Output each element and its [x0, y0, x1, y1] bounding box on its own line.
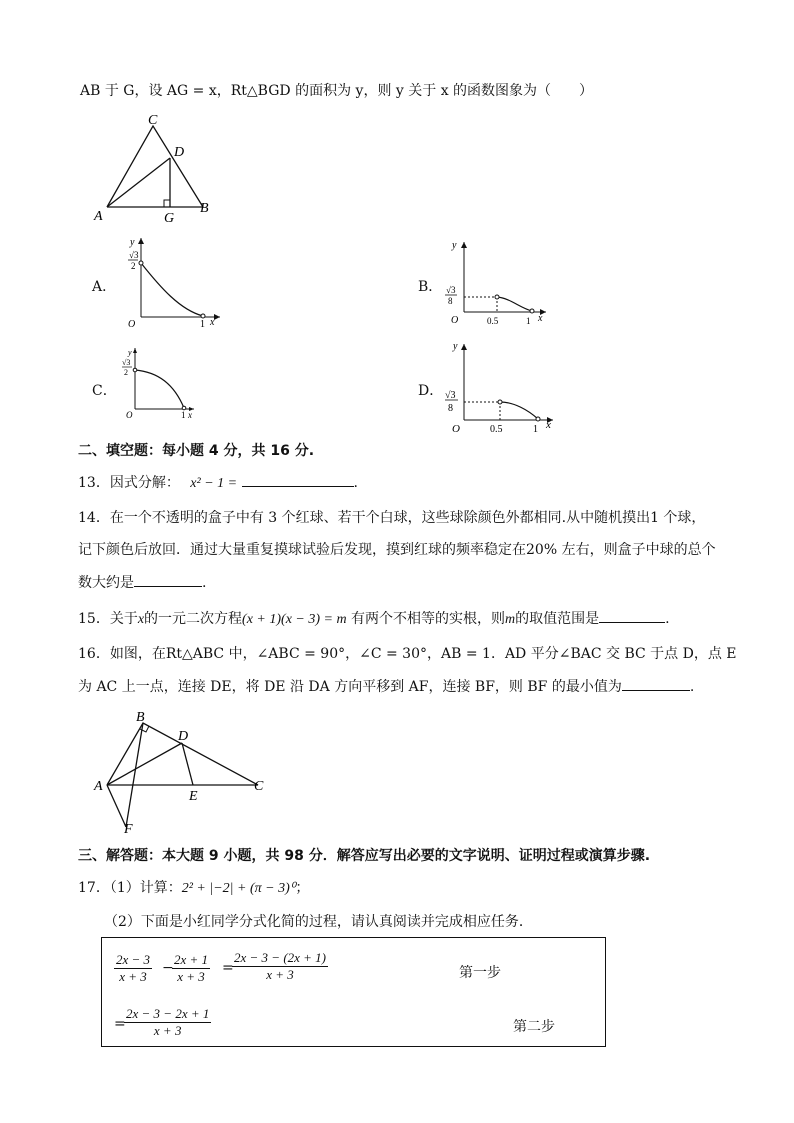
- label-g: G: [164, 211, 175, 225]
- section-3-heading: 三、解答题：本大题 9 小题，共 98 分．解答应写出必要的文字说明、证明过程或演算步骤.: [78, 848, 651, 864]
- label-c: C: [148, 113, 158, 128]
- svg-text:O: O: [451, 315, 459, 326]
- svg-text:√3: √3: [122, 358, 131, 367]
- q14-line2: 记下颜色后放回．通过大量重复摸球试验后发现，摸到红球的频率稳定在20% 左右，则盒子中球的总个: [78, 542, 716, 558]
- option-a-graph: [120, 232, 230, 332]
- option-b-label: B．: [418, 279, 443, 295]
- q16-answer-blank: [622, 676, 690, 691]
- svg-text:B: B: [136, 710, 145, 725]
- svg-text:x: x: [538, 313, 543, 324]
- fraction-1: $\frac{2x - 3}{x + 3}$: [116, 952, 151, 984]
- q14-line3: 数大约是 .: [78, 572, 206, 593]
- option-d-graph: [440, 336, 565, 436]
- svg-text:O: O: [452, 423, 460, 435]
- svg-text:D: D: [178, 729, 189, 744]
- fraction-2: $\frac{2x + 1}{x + 3}$: [174, 952, 209, 984]
- label-b: B: [200, 201, 209, 216]
- svg-text:√3: √3: [445, 390, 456, 401]
- svg-text:0.5: 0.5: [490, 424, 503, 435]
- svg-text:0.5: 0.5: [487, 316, 499, 326]
- fraction-3: $\frac{2x - 3 - (2x + 1)}{x + 3}$: [234, 950, 327, 982]
- q14-answer-blank: [134, 572, 202, 587]
- svg-text:1: 1: [526, 316, 531, 326]
- svg-text:2: 2: [131, 261, 136, 271]
- section-2-heading: 二、填空题：每小题 4 分，共 16 分.: [78, 443, 315, 459]
- svg-text:y: y: [128, 348, 132, 357]
- triangle-abc: [107, 126, 203, 207]
- svg-text:O: O: [126, 410, 133, 420]
- q17-part1: 17．（1）计算：2² + |−2| + (π − 3)⁰；: [78, 880, 310, 896]
- label-d: D: [174, 145, 185, 160]
- svg-text:x: x: [188, 410, 192, 420]
- svg-text:8: 8: [448, 403, 453, 414]
- q16-figure: [90, 705, 275, 840]
- svg-text:F: F: [124, 822, 133, 837]
- q15: 15．关于x的一元二次方程(x + 1)(x − 3) = m 有两个不相等的实根，则m的取值范围是 .: [78, 608, 670, 630]
- svg-text:x: x: [210, 317, 215, 328]
- segment-ad: [107, 158, 170, 207]
- step-1-label: 第一步: [459, 965, 501, 981]
- step-2-label: 第二步: [513, 1019, 555, 1035]
- q16-line1: 16．如图，在Rt△ABC 中，∠ABC = 90°，∠C = 30°，AB = 1．AD 平分∠BAC 交 BC 于点 D，点 E: [78, 646, 737, 662]
- svg-text:√3: √3: [446, 285, 456, 295]
- svg-text:y: y: [130, 237, 135, 248]
- svg-text:1: 1: [181, 410, 186, 420]
- option-b-graph: [440, 232, 560, 327]
- q17-part2: （2）下面是小红同学分式化简的过程，请认真阅读并完成相应任务．: [104, 914, 533, 930]
- sqrt3-label: √3: [129, 250, 139, 260]
- triangle-figure: [90, 110, 220, 225]
- q14-line1: 14．在一个不透明的盒子中有 3 个红球、若干个白球，这些球除颜色外都相同.从中随机摸出1 个球，: [78, 510, 706, 526]
- q13-answer-blank: [242, 472, 354, 487]
- segment-af: [107, 785, 126, 827]
- svg-text:x: x: [546, 419, 551, 431]
- option-c-graph: [118, 344, 208, 424]
- svg-text:y: y: [453, 341, 458, 352]
- svg-text:1: 1: [200, 319, 205, 330]
- fraction-4: $\frac{2x - 3 - 2x + 1}{x + 3}$: [126, 1006, 210, 1038]
- q16-line2: 为 AC 上一点，连接 DE，将 DE 沿 DA 方向平移到 AF，连接 BF，则 BF 的最小值为 .: [78, 676, 694, 697]
- simplification-box: $\frac{2x - 3}{x + 3}$ − $\frac{2x + 1}{x + 3}$ = $\frac{2x - 3 - (2x + 1)}{x + 3}$ 第一步 = $\frac{2x - 3 - 2x + 1}{x + 3}$ 第二步: [101, 937, 606, 1047]
- svg-text:O: O: [128, 319, 136, 330]
- option-a-label: A．: [92, 279, 117, 295]
- svg-text:E: E: [189, 789, 198, 804]
- q13: 13．因式分解： x² − 1 = .: [78, 472, 358, 494]
- svg-text:A: A: [94, 779, 103, 794]
- segment-ad: [107, 743, 182, 785]
- svg-text:2: 2: [124, 368, 128, 377]
- svg-text:C: C: [254, 779, 264, 794]
- svg-text:1: 1: [533, 424, 538, 435]
- svg-text:8: 8: [448, 296, 453, 306]
- q12-text: AB 于 G，设 AG = x，Rt△BGD 的面积为 y，则 y 关于 x 的函数图象为（ ）: [80, 83, 594, 99]
- option-d-label: D．: [418, 383, 444, 399]
- option-c-label: C．: [92, 383, 117, 399]
- q15-answer-blank: [599, 608, 665, 623]
- label-a: A: [94, 209, 103, 224]
- svg-text:y: y: [452, 240, 457, 251]
- right-angle-mark: [164, 200, 170, 207]
